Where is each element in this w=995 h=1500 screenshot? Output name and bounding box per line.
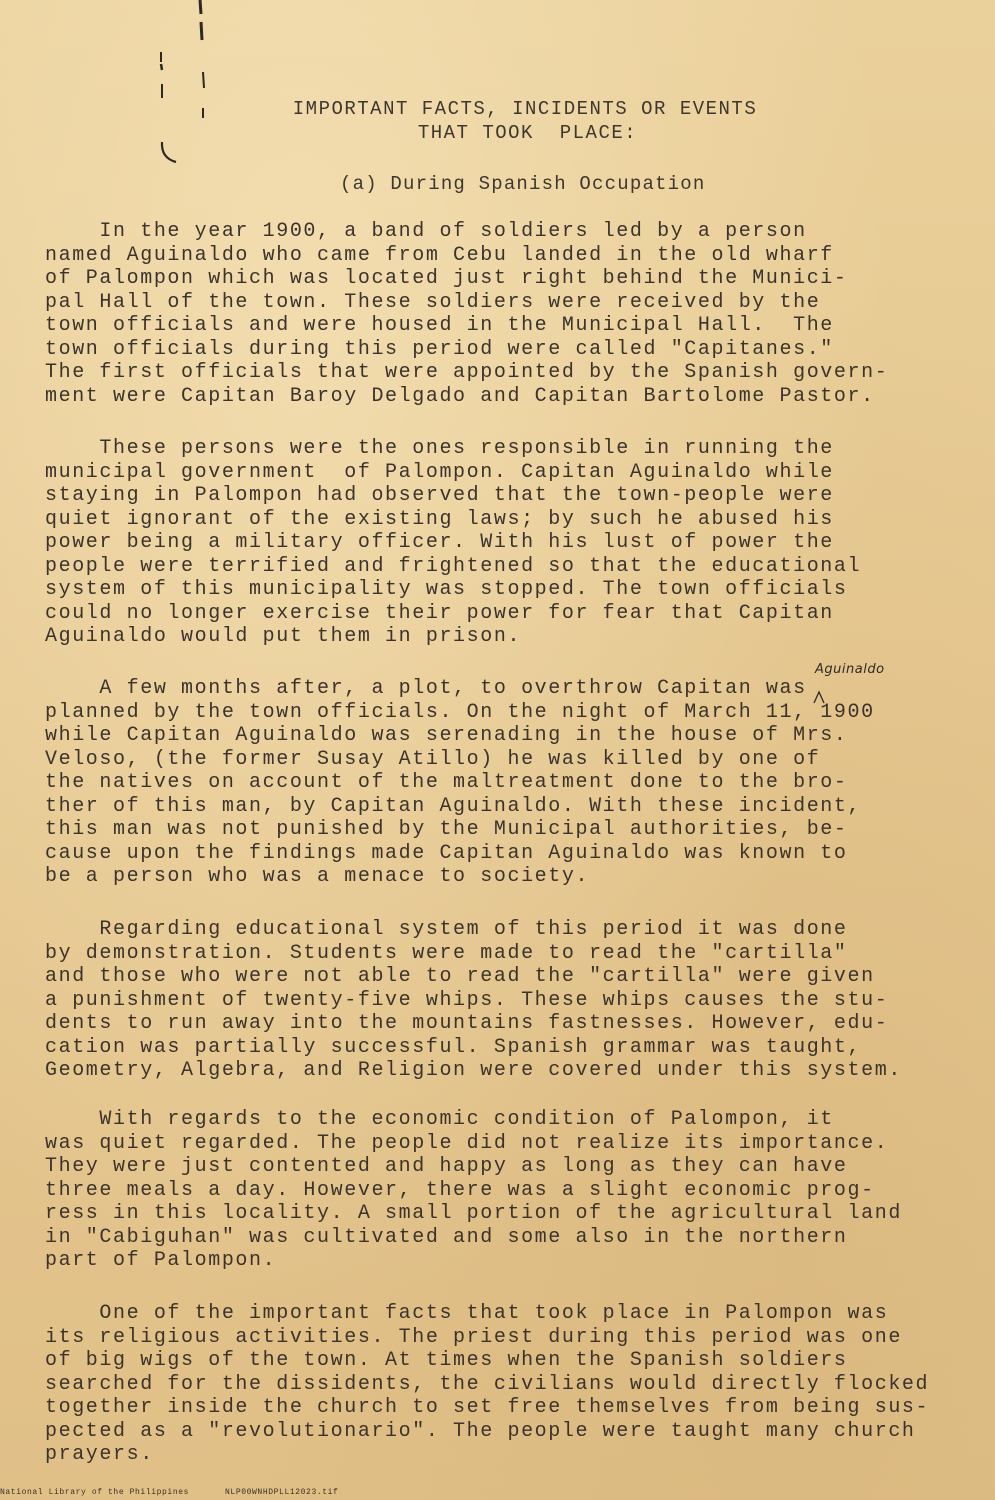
paragraph-plot-and-death: A few months after, a plot, to overthrow Capitan was planned by the town officials. On the night of March 11, 1900 while Capitan Aguinaldo was serenading in the house of Mrs. Veloso, (the former Susay Atillo) he was killed by one of the natives on account of the maltreatment done to the bro- ther of this man, by Capitan Aguinaldo. With these incident, this man was not punished by the Municipal authorities, be- cause upon the findings made Capitan Aguinaldo was known to be a person who was a menace to society. (45, 677, 875, 888)
footer-library-name: National Library of the Philippines (0, 1488, 190, 1497)
paragraph-arrival-of-soldiers: In the year 1900, a band of soldiers led by a person named Aguinaldo who came from Cebu landed in the old wharf of Palompon which was located just right behind the Munici- pal Hall of the town. These soldiers were received by the town officials and were housed in the Municipal Hall. The town officials during this period were called "Capitanes." The first officials that were appointed by the Spanish govern- ment were Capitan Baroy Delgado and Capitan Bartolome Pastor. (45, 220, 889, 408)
handwritten-insertion: Aguinaldo (815, 662, 885, 677)
binding-marks (150, 0, 220, 170)
paragraph-abuse-of-power: These persons were the ones responsible in running the municipal government of Palompon. Capitan Aguinaldo while staying in Palompon had observed that the town-people were quiet ignorant of the existing laws; by such he abused his power being a military officer. With his lust of power the people were terrified and frightened so that the educational system of this municipality was stopped. The town officials could no longer exercise their power for fear that Capitan Aguinaldo would put them in prison. (45, 437, 862, 648)
paragraph-religious-activities: One of the important facts that took place in Palompon was its religious activities. The priest during this period was one of big wigs of the town. At times when the Spanish soldiers searched for the dissidents, the civilians would directly flocked together inside the church to set free themselves from being sus- pected as a "revolutionario". The people were taught many church prayers. (45, 1302, 930, 1466)
insertion-caret-mark (812, 690, 826, 704)
section-subtitle: (a) During Spanish Occupation (340, 173, 706, 195)
footer-filename: NLP00WNHDPLL12023.tif (225, 1488, 339, 1497)
document-title-line-2: THAT TOOK PLACE: (417, 122, 638, 144)
paragraph-economic-condition: With regards to the economic condition of Palompon, it was quiet regarded. The people did not realize its importance. They were just contented and happy as long as they can have three meals a day. However, there was a slight economic prog- ress in this locality. A small portion of the agricultural land in "Cabiguhan" was cultivated and some also in the northern part of Palompon. (45, 1108, 902, 1272)
archive-footer (0, 1488, 338, 1497)
document-title-line-1: IMPORTANT FACTS, INCIDENTS OR EVENTS (292, 98, 758, 120)
paragraph-educational-system: Regarding educational system of this period it was done by demonstration. Students were made to read the "cartilla" and those who were not able to read the "cartilla" were given a punishment of twenty-five whips. These whips causes the stu- dents to run away into the mountains fastnesses. However, edu- cation was partially successful. Spanish grammar was taught, Geometry, Algebra, and Religion were covered under this system. (45, 918, 902, 1082)
